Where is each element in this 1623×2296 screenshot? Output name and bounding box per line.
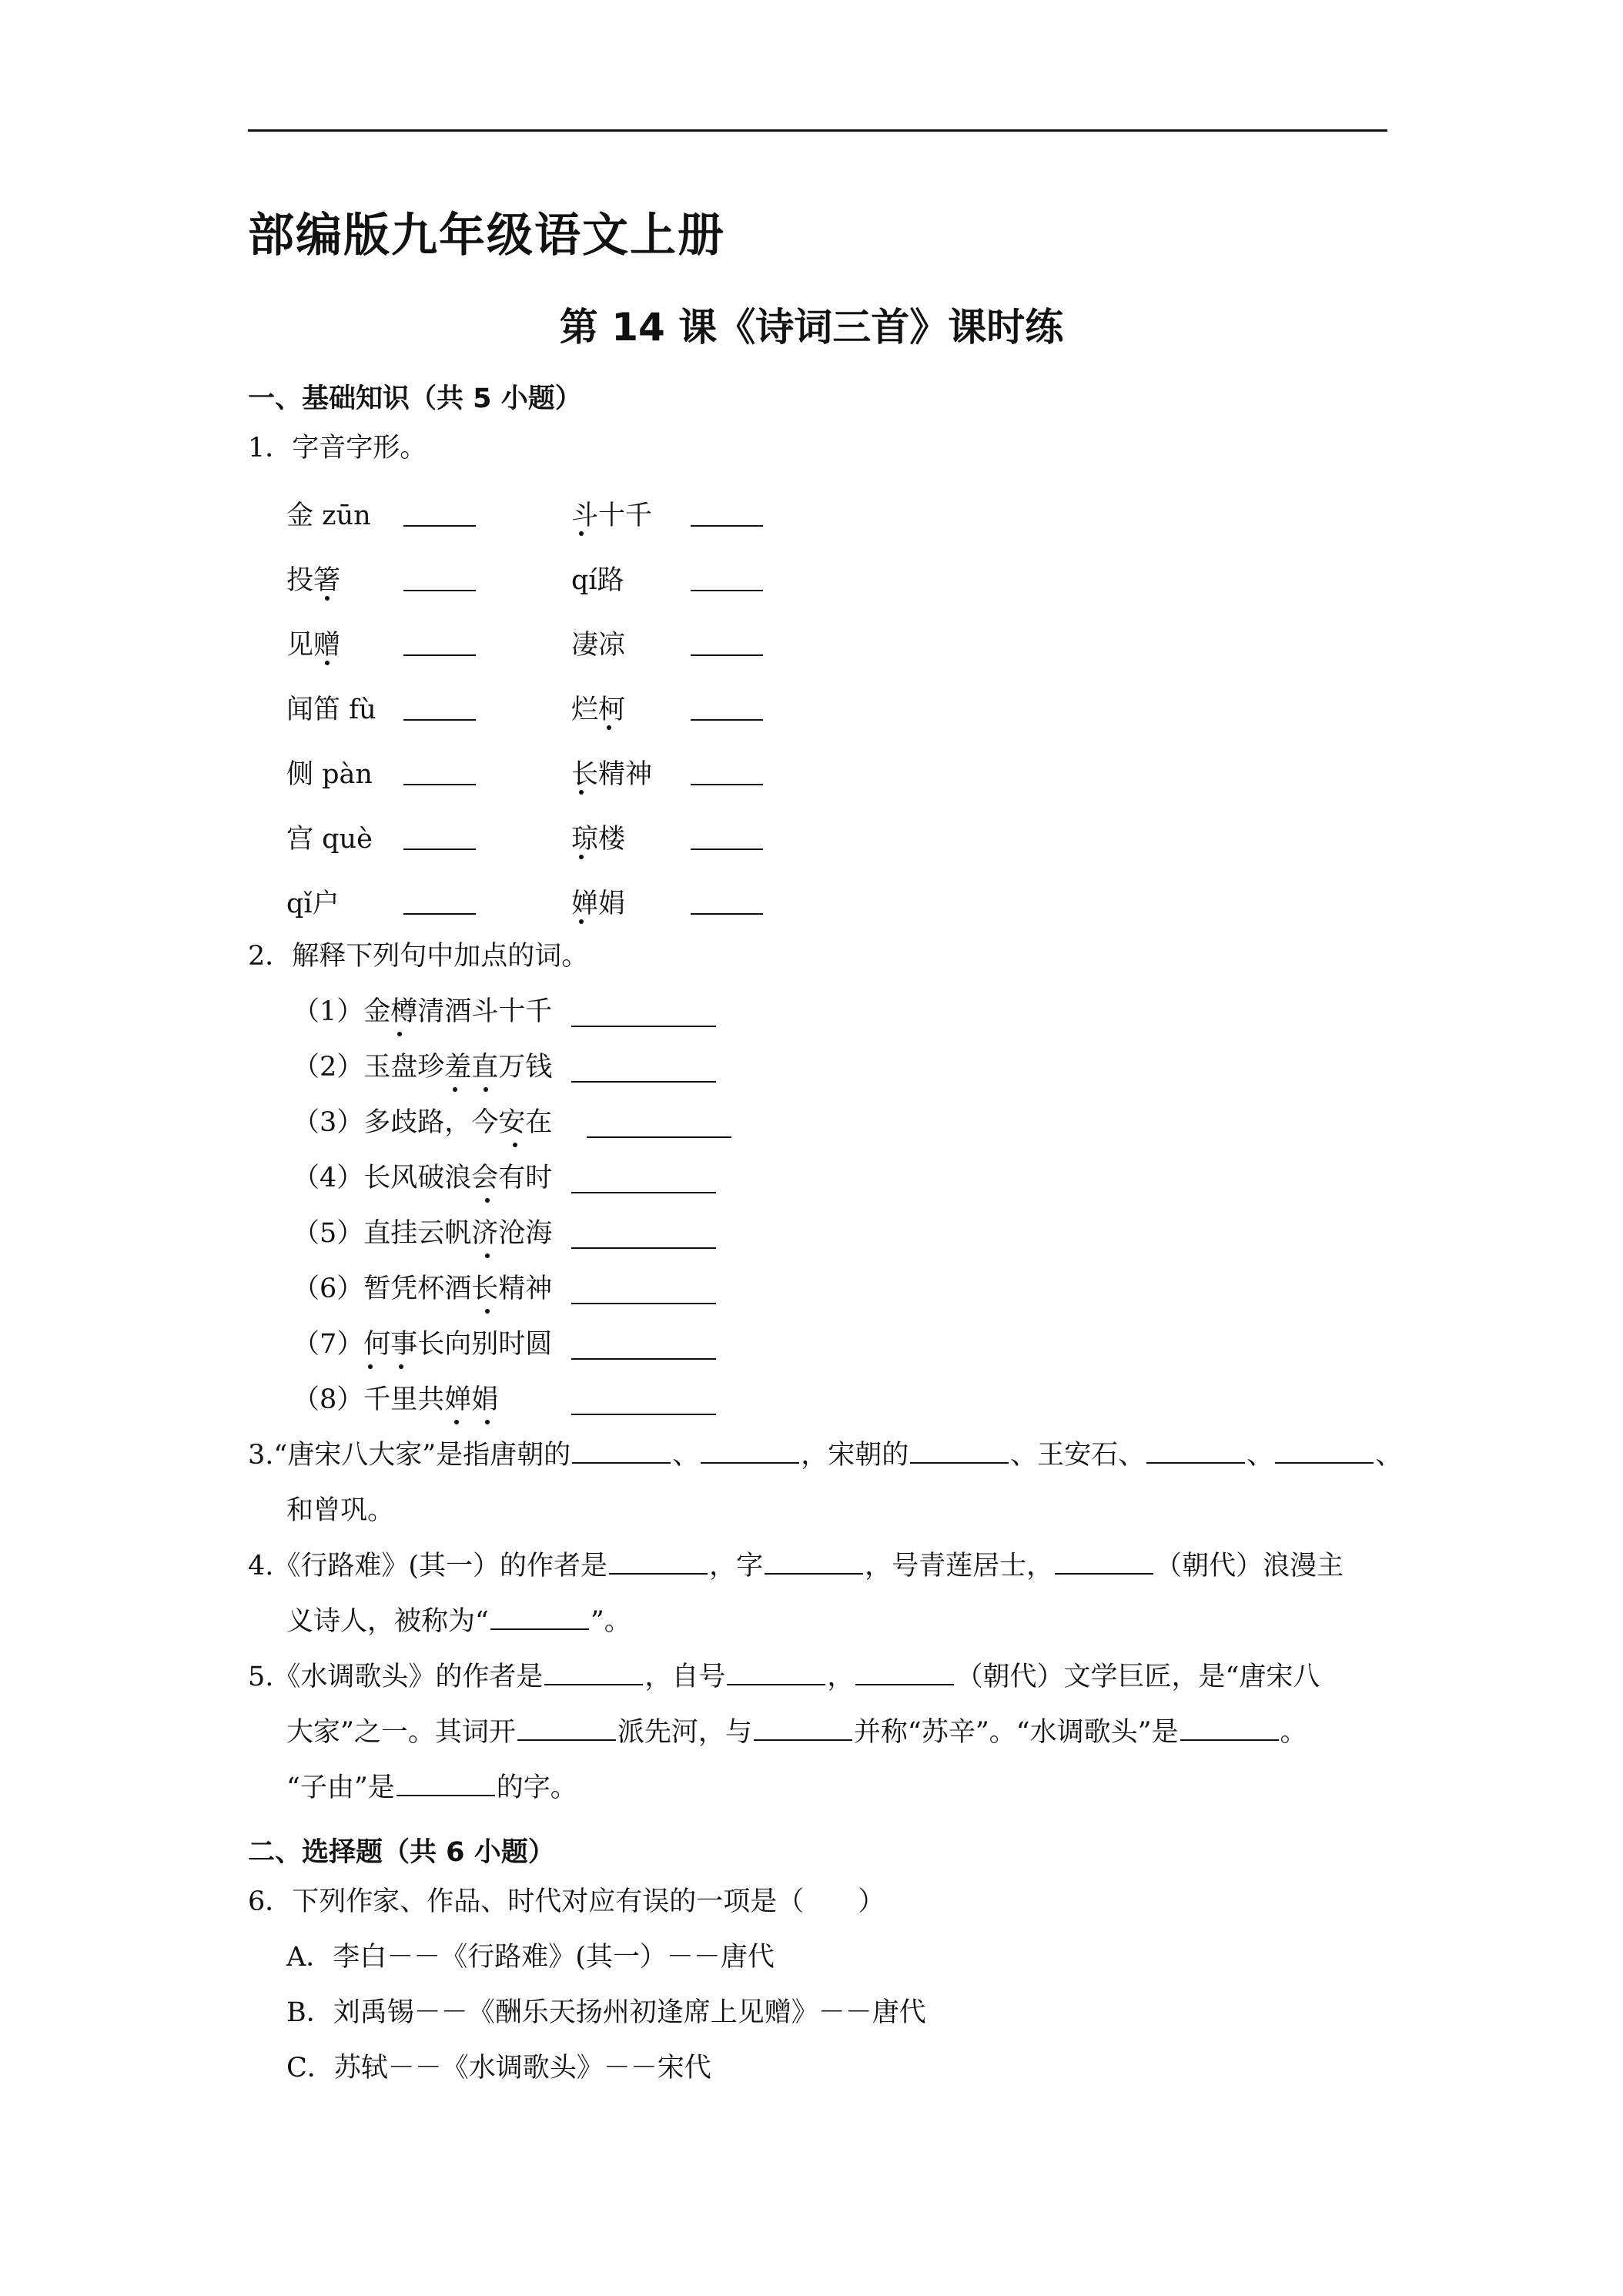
q4-text: 4.《行路难》(其一）的作者是 (248, 1551, 608, 1581)
q4-text: ，字 (709, 1551, 764, 1581)
emphasis-dot (485, 1253, 490, 1258)
section-heading-multiple-choice: 二、选择题（共 6 小题） (248, 1837, 555, 1868)
q5-text: ，自号 (644, 1662, 726, 1692)
emphasis-dot (513, 1143, 517, 1147)
q1-item: 琼楼 (571, 824, 626, 855)
emphasis-dot (485, 1198, 490, 1203)
emphasis-dot (397, 1032, 402, 1036)
q5-answer-blank[interactable] (1180, 1716, 1279, 1741)
q5-text: 。 (1280, 1717, 1307, 1748)
q3-text: 3.“唐宋八大家”是指唐朝的 (248, 1440, 571, 1471)
q6-option-b[interactable]: B．刘禹锡－－《酬乐天扬州初逢席上见赠》－－唐代 (286, 1997, 926, 2028)
q1-answer-blank[interactable] (691, 719, 763, 721)
q2-item: （8）千里共婵娟 (293, 1384, 499, 1415)
emphasis-dot (325, 661, 330, 665)
emphasis-dot (484, 1087, 488, 1092)
q1-item: 投箸 (286, 565, 341, 596)
emphasis-dot (485, 1309, 490, 1314)
question-2-prompt: 2．解释下列句中加点的词。 (248, 941, 589, 972)
q1-item: 烂柯 (571, 694, 626, 725)
q5-text: ， (827, 1662, 855, 1692)
q5-text: 并称“苏辛”。“水调歌头”是 (853, 1717, 1179, 1748)
emphasis-dot (485, 1420, 490, 1424)
q5-answer-blank[interactable] (544, 1661, 643, 1685)
q5-text: 派先河，与 (617, 1717, 752, 1748)
question-5-line-3 (286, 1771, 577, 1805)
emphasis-dot (579, 531, 584, 536)
q1-item: 宫 què (286, 824, 373, 855)
q3-text: ，宋朝的 (801, 1440, 909, 1471)
q2-item: （1）金樽清酒斗十千 (293, 996, 553, 1027)
q1-answer-blank[interactable] (691, 525, 763, 527)
q1-answer-blank[interactable] (403, 913, 476, 915)
q1-item: qí路 (571, 565, 624, 596)
document-title: 部编版九年级语文上册 (248, 209, 725, 263)
q5-answer-blank[interactable] (517, 1716, 616, 1741)
q2-item: （3）多歧路，今安在 (293, 1107, 553, 1138)
q2-item: （6）暂凭杯酒长精神 (293, 1274, 553, 1304)
q1-answer-blank[interactable] (403, 525, 476, 527)
q2-item: （5）直挂云帆济沧海 (293, 1218, 553, 1249)
q1-item: qǐ户 (286, 889, 340, 919)
q5-text: （朝代）文学巨匠，是“唐宋八 (955, 1662, 1320, 1692)
q5-text: “子由”是 (286, 1772, 395, 1803)
q3-answer-blank[interactable] (910, 1439, 1009, 1464)
q3-text: 、 (1247, 1440, 1274, 1471)
q4-text: 义诗人，被称为“ (286, 1606, 489, 1637)
q3-answer-blank[interactable] (1146, 1439, 1245, 1464)
q3-text: 、 (1375, 1440, 1403, 1471)
question-4-line-1 (248, 1549, 1344, 1583)
q1-item: 闻笛 fù (286, 694, 376, 725)
emphasis-dot (579, 790, 584, 795)
q4-answer-blank[interactable] (765, 1550, 863, 1575)
q3-answer-blank[interactable] (1275, 1439, 1374, 1464)
q4-text: （朝代）浪漫主 (1155, 1551, 1344, 1581)
question-3-line-1 (248, 1438, 1402, 1472)
q4-answer-blank[interactable] (490, 1605, 589, 1630)
q5-answer-blank[interactable] (855, 1661, 954, 1685)
q2-answer-blank[interactable] (571, 1303, 716, 1304)
q3-text: 、 (672, 1440, 700, 1471)
q2-item: （4）长风破浪会有时 (293, 1163, 553, 1193)
q2-answer-blank[interactable] (571, 1247, 716, 1249)
q1-item: 斗十千 (571, 500, 653, 531)
question-4-line-2 (286, 1605, 631, 1638)
question-3-line-2: 和曾巩。 (286, 1495, 395, 1526)
emphasis-dot (325, 596, 330, 601)
q1-item: 婵娟 (571, 889, 626, 919)
q1-answer-blank[interactable] (403, 848, 476, 850)
emphasis-dot (579, 855, 584, 859)
q1-item: 侧 pàn (286, 759, 373, 790)
q1-answer-blank[interactable] (691, 590, 763, 591)
q2-item: （2）玉盘珍羞直万钱 (293, 1052, 553, 1083)
q5-text: 的字。 (496, 1772, 577, 1803)
question-1-prompt: 1．字音字形。 (248, 433, 427, 464)
question-5-line-1 (248, 1660, 1320, 1694)
q2-item: （7）何事长向别时圆 (293, 1329, 553, 1360)
q1-answer-blank[interactable] (403, 719, 476, 721)
q4-text: ”。 (590, 1606, 631, 1637)
section-heading-basic-knowledge: 一、基础知识（共 5 小题） (248, 383, 582, 414)
q3-text: 、王安石、 (1010, 1440, 1146, 1471)
emphasis-dot (453, 1087, 457, 1092)
q1-answer-blank[interactable] (403, 590, 476, 591)
q2-answer-blank[interactable] (571, 1192, 716, 1193)
q2-answer-blank[interactable] (571, 1026, 716, 1027)
q1-answer-blank[interactable] (691, 654, 763, 656)
header-rule (248, 129, 1387, 132)
emphasis-dot (579, 919, 584, 924)
q1-item: 凄凉 (571, 630, 626, 661)
q6-option-c[interactable]: C．苏轼－－《水调歌头》－－宋代 (286, 2053, 711, 2083)
question-5-line-2 (286, 1715, 1307, 1749)
q2-answer-blank[interactable] (571, 1358, 716, 1360)
q6-option-a[interactable]: A．李白－－《行路难》(其一）－－唐代 (286, 1942, 775, 1973)
q1-item: 长精神 (571, 759, 653, 790)
emphasis-dot (454, 1420, 459, 1424)
q5-answer-blank[interactable] (727, 1661, 825, 1685)
q4-text: ，号青莲居士， (865, 1551, 1054, 1581)
q5-answer-blank[interactable] (397, 1772, 495, 1796)
document-subtitle: 第 14 课《诗词三首》课时练 (559, 305, 1064, 350)
q3-answer-blank[interactable] (572, 1439, 671, 1464)
q5-answer-blank[interactable] (754, 1716, 852, 1741)
q5-text: 大家”之一。其词开 (286, 1717, 516, 1748)
emphasis-dot (368, 1364, 373, 1369)
q1-answer-blank[interactable] (691, 848, 763, 850)
q5-text: 5.《水调歌头》的作者是 (248, 1662, 544, 1692)
q1-item: 金 zūn (286, 500, 371, 531)
q1-answer-blank[interactable] (403, 784, 476, 785)
q4-answer-blank[interactable] (609, 1550, 708, 1575)
q1-answer-blank[interactable] (691, 784, 763, 785)
q1-answer-blank[interactable] (403, 654, 476, 656)
q2-answer-blank[interactable] (571, 1414, 716, 1415)
q1-item: 见赠 (286, 630, 341, 661)
emphasis-dot (399, 1364, 403, 1369)
q2-answer-blank[interactable] (571, 1081, 716, 1083)
emphasis-dot (607, 725, 611, 730)
q3-answer-blank[interactable] (701, 1439, 799, 1464)
q2-answer-blank[interactable] (587, 1136, 731, 1138)
question-6-prompt: 6．下列作家、作品、时代对应有误的一项是（ ） (248, 1886, 885, 1917)
q1-answer-blank[interactable] (691, 913, 763, 915)
q4-answer-blank[interactable] (1055, 1550, 1153, 1575)
